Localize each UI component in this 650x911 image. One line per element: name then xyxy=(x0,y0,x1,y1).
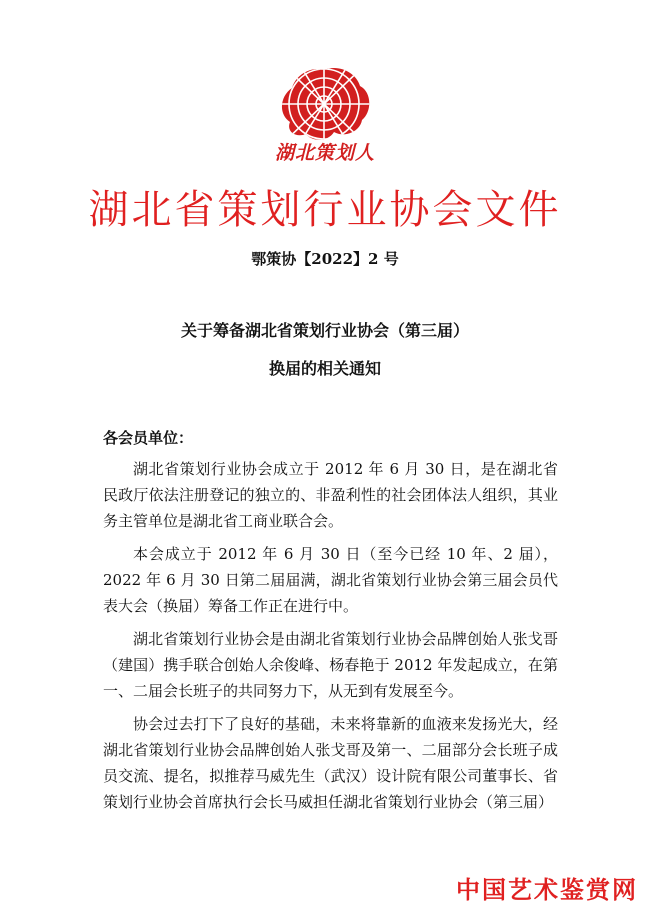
notice-title-line1: 关于筹备湖北省策划行业协会（第三届） xyxy=(180,321,469,340)
paragraph-4: 协会过去打下了良好的基础，未来将靠新的血液来发扬光大，经湖北省策划行业协会品牌创始人张戈哥及第一、二届部分会长班子成员交流、提名，拟推荐马威先生（武汉）设计院有限公司董事长、省策划行业协会首席执行会长马威担任湖北省策划行业协会（第三届） xyxy=(103,715,558,811)
logo-text: 湖北策划人 xyxy=(274,142,375,164)
document-number: 鄂策协【2022】2 号 xyxy=(251,250,399,268)
watermark: 中国艺术鉴赏网 xyxy=(456,876,638,904)
paragraph-1: 湖北省策划行业协会成立于 2012 年 6 月 30 日，是在湖北省民政厅依法注册登记的独立的、非盈利性的社会团体法人组织，其业务主管单位是湖北省工商业联合会。 xyxy=(103,460,558,530)
notice-title-line2: 换届的相关通知 xyxy=(268,359,381,378)
salutation: 各会员单位： xyxy=(103,429,194,447)
paragraph-2: 本会成立于 2012 年 6 月 30 日（至今已经 10 年、2 届），2022 年 6 月 30 日第二届届满，湖北省策划行业协会第三届会员代表大会（换届）筹备工作正在进行中。 xyxy=(103,545,558,615)
document-title: 湖北省策划行业协会文件 xyxy=(88,187,562,233)
paragraph-3: 湖北省策划行业协会是由湖北省策划行业协会品牌创始人张戈哥（建国）携手联合创始人余俊峰、杨春艳于 2012 年发起成立，在第一、二届会长班子的共同努力下，从无到有发展至今。 xyxy=(103,630,558,700)
document-body xyxy=(103,456,558,822)
globe-web-logo-icon xyxy=(272,62,376,146)
